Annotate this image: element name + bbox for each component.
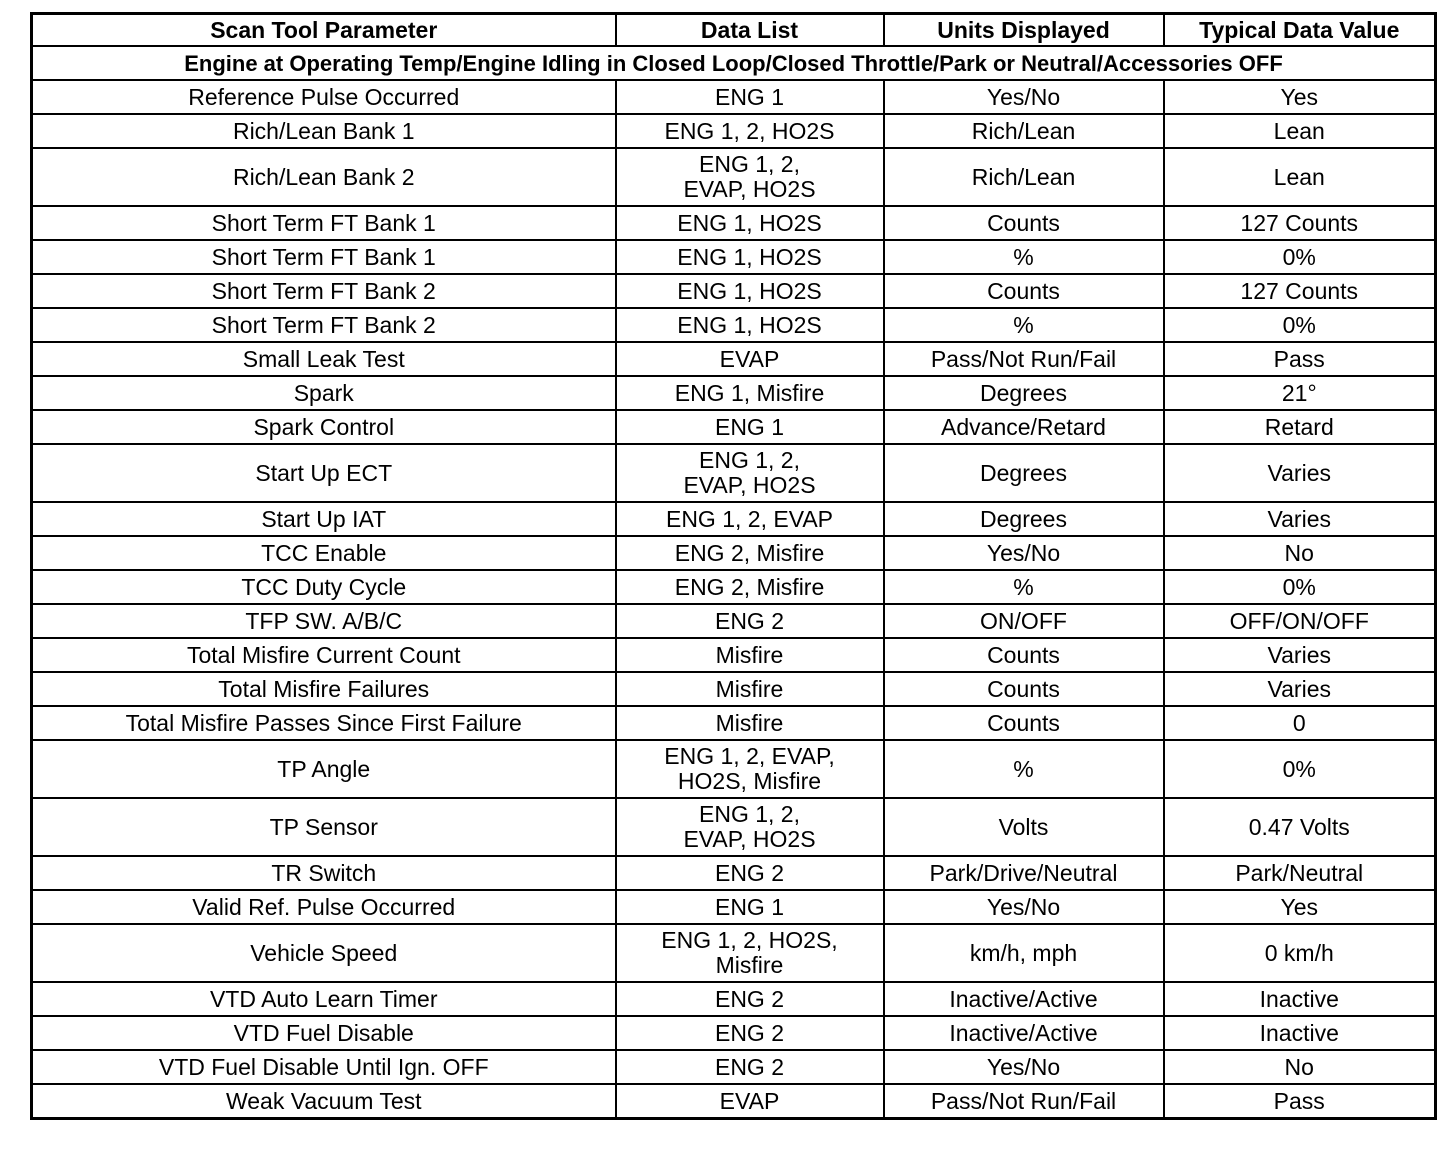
cell-units: Yes/No (884, 1050, 1164, 1084)
cell-units: Yes/No (884, 536, 1164, 570)
cell-units: Advance/Retard (884, 410, 1164, 444)
cell-typical-value: No (1164, 1050, 1436, 1084)
cell-units: Degrees (884, 444, 1164, 502)
cell-typical-value: Lean (1164, 148, 1436, 206)
cell-parameter: Start Up IAT (32, 502, 616, 536)
cell-parameter: TCC Enable (32, 536, 616, 570)
cell-units: Rich/Lean (884, 114, 1164, 148)
cell-typical-value: Varies (1164, 502, 1436, 536)
cell-data-list: ENG 2 (616, 856, 884, 890)
cell-data-list: ENG 1, HO2S (616, 240, 884, 274)
cell-data-list: ENG 1, 2, EVAP, HO2S, Misfire (616, 740, 884, 798)
cell-typical-value: 0% (1164, 308, 1436, 342)
table-row (32, 444, 1436, 502)
cell-units: % (884, 308, 1164, 342)
table-row (32, 148, 1436, 206)
cell-parameter: VTD Fuel Disable (32, 1016, 616, 1050)
cell-parameter: Total Misfire Current Count (32, 638, 616, 672)
cell-data-list: ENG 1, HO2S (616, 274, 884, 308)
cell-parameter: Rich/Lean Bank 2 (32, 148, 616, 206)
cell-units: Volts (884, 798, 1164, 856)
cell-data-list: Misfire (616, 672, 884, 706)
cell-units: Degrees (884, 376, 1164, 410)
cell-parameter: TR Switch (32, 856, 616, 890)
cell-parameter: Reference Pulse Occurred (32, 80, 616, 114)
cell-data-list: ENG 1 (616, 80, 884, 114)
cell-typical-value: Inactive (1164, 1016, 1436, 1050)
cell-units: Inactive/Active (884, 982, 1164, 1016)
cell-parameter: TCC Duty Cycle (32, 570, 616, 604)
table-row (32, 856, 1436, 890)
cell-units: Pass/Not Run/Fail (884, 1084, 1164, 1119)
condition-row (32, 46, 1436, 80)
cell-parameter: Short Term FT Bank 1 (32, 240, 616, 274)
cell-units: Counts (884, 638, 1164, 672)
cell-data-list: ENG 1, HO2S (616, 308, 884, 342)
table-row (32, 80, 1436, 114)
cell-units: Pass/Not Run/Fail (884, 342, 1164, 376)
cell-units: Degrees (884, 502, 1164, 536)
cell-typical-value: Pass (1164, 1084, 1436, 1119)
cell-typical-value: Varies (1164, 638, 1436, 672)
cell-data-list: ENG 2 (616, 1050, 884, 1084)
table-row (32, 502, 1436, 536)
cell-typical-value: Yes (1164, 80, 1436, 114)
cell-units: Counts (884, 206, 1164, 240)
cell-parameter: Short Term FT Bank 2 (32, 308, 616, 342)
cell-parameter: Valid Ref. Pulse Occurred (32, 890, 616, 924)
cell-data-list: ENG 1 (616, 410, 884, 444)
cell-parameter: Short Term FT Bank 1 (32, 206, 616, 240)
cell-parameter: Vehicle Speed (32, 924, 616, 982)
cell-data-list: EVAP (616, 1084, 884, 1119)
cell-parameter: Weak Vacuum Test (32, 1084, 616, 1119)
cell-typical-value: Lean (1164, 114, 1436, 148)
cell-data-list: ENG 1, 2, EVAP (616, 502, 884, 536)
cell-typical-value: 0 (1164, 706, 1436, 740)
cell-typical-value: Park/Neutral (1164, 856, 1436, 890)
table-row (32, 1084, 1436, 1119)
table-row (32, 638, 1436, 672)
header-scan-tool-parameter: Scan Tool Parameter (32, 14, 616, 47)
table-row (32, 536, 1436, 570)
cell-units: Inactive/Active (884, 1016, 1164, 1050)
header-typical-data-value: Typical Data Value (1164, 14, 1436, 47)
cell-units: % (884, 240, 1164, 274)
cell-data-list: ENG 2, Misfire (616, 570, 884, 604)
cell-typical-value: Pass (1164, 342, 1436, 376)
header-units-displayed: Units Displayed (884, 14, 1164, 47)
cell-data-list: ENG 2 (616, 604, 884, 638)
cell-data-list: ENG 1, HO2S (616, 206, 884, 240)
table-row (32, 206, 1436, 240)
table-row (32, 240, 1436, 274)
cell-units: ON/OFF (884, 604, 1164, 638)
cell-parameter: Start Up ECT (32, 444, 616, 502)
cell-data-list: Misfire (616, 638, 884, 672)
table-row (32, 570, 1436, 604)
table-body (32, 46, 1436, 1119)
cell-typical-value: 21° (1164, 376, 1436, 410)
table-row (32, 274, 1436, 308)
cell-parameter: Spark (32, 376, 616, 410)
cell-units: % (884, 570, 1164, 604)
cell-data-list: ENG 1, 2, HO2S, Misfire (616, 924, 884, 982)
cell-parameter: Short Term FT Bank 2 (32, 274, 616, 308)
cell-data-list: ENG 2 (616, 982, 884, 1016)
cell-units: % (884, 740, 1164, 798)
cell-units: km/h, mph (884, 924, 1164, 982)
cell-parameter: Spark Control (32, 410, 616, 444)
table-row (32, 982, 1436, 1016)
cell-parameter: VTD Fuel Disable Until Ign. OFF (32, 1050, 616, 1084)
cell-data-list: ENG 1, 2, HO2S (616, 114, 884, 148)
cell-typical-value: Varies (1164, 672, 1436, 706)
table-row (32, 672, 1436, 706)
cell-typical-value: 0 km/h (1164, 924, 1436, 982)
cell-parameter: TP Sensor (32, 798, 616, 856)
table-row (32, 604, 1436, 638)
cell-parameter: Total Misfire Passes Since First Failure (32, 706, 616, 740)
cell-data-list: EVAP (616, 342, 884, 376)
cell-typical-value: OFF/ON/OFF (1164, 604, 1436, 638)
table-row (32, 1050, 1436, 1084)
table-row (32, 376, 1436, 410)
cell-typical-value: Varies (1164, 444, 1436, 502)
header-row (32, 14, 1436, 47)
table-header (32, 14, 1436, 47)
cell-parameter: Total Misfire Failures (32, 672, 616, 706)
header-data-list: Data List (616, 14, 884, 47)
cell-data-list: Misfire (616, 706, 884, 740)
scan-tool-data-table (30, 12, 1437, 1120)
cell-typical-value: 0.47 Volts (1164, 798, 1436, 856)
cell-data-list: ENG 1 (616, 890, 884, 924)
table-row (32, 798, 1436, 856)
cell-typical-value: 0% (1164, 740, 1436, 798)
cell-data-list: ENG 2, Misfire (616, 536, 884, 570)
cell-data-list: ENG 1, Misfire (616, 376, 884, 410)
cell-typical-value: 0% (1164, 240, 1436, 274)
cell-data-list: ENG 1, 2, EVAP, HO2S (616, 444, 884, 502)
table-row (32, 740, 1436, 798)
table-row (32, 114, 1436, 148)
table-row (32, 924, 1436, 982)
cell-parameter: Rich/Lean Bank 1 (32, 114, 616, 148)
operating-condition: Engine at Operating Temp/Engine Idling in Closed Loop/Closed Throttle/Park or Neutral/Accessories OFF (32, 46, 1436, 80)
cell-data-list: ENG 1, 2, EVAP, HO2S (616, 148, 884, 206)
cell-units: Counts (884, 274, 1164, 308)
cell-typical-value: Retard (1164, 410, 1436, 444)
cell-parameter: Small Leak Test (32, 342, 616, 376)
cell-parameter: VTD Auto Learn Timer (32, 982, 616, 1016)
cell-typical-value: 127 Counts (1164, 206, 1436, 240)
cell-units: Counts (884, 706, 1164, 740)
cell-units: Yes/No (884, 890, 1164, 924)
cell-units: Park/Drive/Neutral (884, 856, 1164, 890)
table-row (32, 308, 1436, 342)
table-row (32, 342, 1436, 376)
cell-parameter: TP Angle (32, 740, 616, 798)
table-row (32, 890, 1436, 924)
cell-data-list: ENG 2 (616, 1016, 884, 1050)
cell-units: Yes/No (884, 80, 1164, 114)
table-row (32, 706, 1436, 740)
table-row (32, 410, 1436, 444)
cell-parameter: TFP SW. A/B/C (32, 604, 616, 638)
cell-typical-value: No (1164, 536, 1436, 570)
table-row (32, 1016, 1436, 1050)
cell-typical-value: 127 Counts (1164, 274, 1436, 308)
cell-typical-value: Yes (1164, 890, 1436, 924)
cell-units: Counts (884, 672, 1164, 706)
cell-typical-value: Inactive (1164, 982, 1436, 1016)
cell-units: Rich/Lean (884, 148, 1164, 206)
cell-data-list: ENG 1, 2, EVAP, HO2S (616, 798, 884, 856)
cell-typical-value: 0% (1164, 570, 1436, 604)
